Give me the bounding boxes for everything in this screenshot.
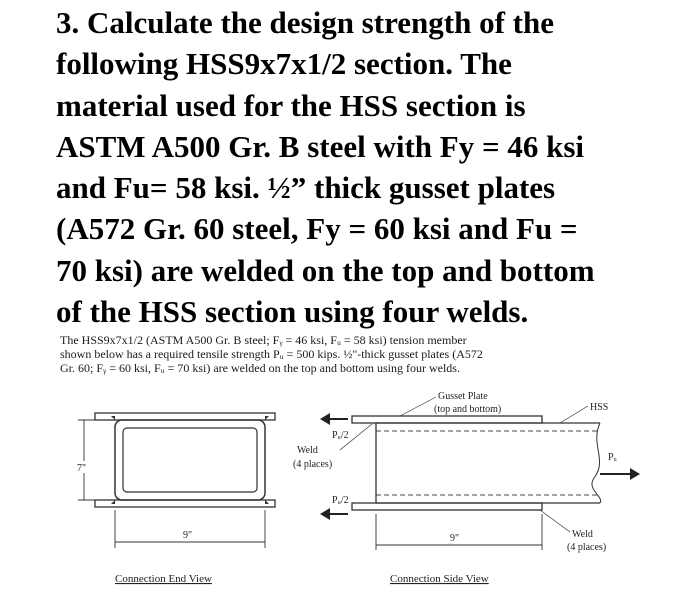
- bottom-gusset-plate: [95, 500, 275, 507]
- hss-inner: [123, 428, 257, 492]
- top-gusset-plate: [95, 413, 275, 420]
- weld-right-leader: [540, 510, 570, 532]
- question-line: following HSS9x7x1/2 section. The: [56, 46, 512, 82]
- statement-line: Gr. 60; Fᵧ = 60 ksi, Fᵤ = 70 ksi) are welded on the top and bottom using four welds.: [60, 361, 460, 375]
- load-arrowhead-bottom: [320, 508, 330, 520]
- question-line: (A572 Gr. 60 steel, Fy = 60 ksi and Fu =: [56, 211, 578, 247]
- side-view-caption: Connection Side View: [390, 573, 489, 585]
- load-bottom-label: Pᵤ/2: [332, 495, 349, 506]
- question-line: and Fu= 58 ksi. ½” thick gusset plates: [56, 170, 556, 206]
- gusset-label-1: Gusset Plate: [438, 391, 488, 402]
- question-line: of the HSS section using four welds.: [56, 294, 529, 330]
- load-arrowhead-top: [320, 413, 330, 425]
- statement-line: shown below has a required tensile strength Pᵤ = 500 kips. ½"-thick gusset plates (A572: [60, 347, 483, 361]
- load-arrowhead-right: [630, 468, 640, 480]
- end-view-caption: Connection End View: [115, 573, 212, 585]
- question-line: 3. Calculate the design strength of the: [56, 5, 554, 40]
- statement-line: The HSS9x7x1/2 (ASTM A500 Gr. B steel; Fᵧ = 46 ksi, Fᵤ = 58 ksi) tension member: [60, 333, 467, 347]
- side-bottom-gusset: [352, 503, 542, 510]
- load-right-label: Pᵤ: [608, 452, 617, 463]
- break-line: [592, 423, 601, 503]
- side-view: [293, 391, 640, 585]
- length-dim-label: 9": [450, 533, 460, 544]
- question-line: material used for the HSS section is: [56, 87, 526, 123]
- height-dim-label: 7": [77, 463, 87, 474]
- hss-leader: [560, 406, 588, 423]
- weld-right-label-2: (4 places): [567, 542, 607, 553]
- hss-outer: [115, 420, 265, 500]
- question-line: ASTM A500 Gr. B steel with Fy = 46 ksi: [56, 128, 585, 164]
- weld-left-label-1: Weld: [297, 445, 318, 456]
- weld-right-label-1: Weld: [572, 529, 593, 540]
- gusset-leader: [400, 397, 436, 416]
- weld-left-label-2: (4 places): [293, 459, 333, 470]
- question-line: 70 ksi) are welded on the top and bottom: [56, 252, 595, 288]
- load-top-label: Pᵤ/2: [332, 430, 349, 441]
- side-top-gusset: [352, 416, 542, 423]
- width-dim-label: 9": [183, 530, 193, 541]
- hss-label: HSS: [590, 402, 609, 413]
- gusset-label-2: (top and bottom): [434, 404, 502, 415]
- end-view: [75, 413, 275, 585]
